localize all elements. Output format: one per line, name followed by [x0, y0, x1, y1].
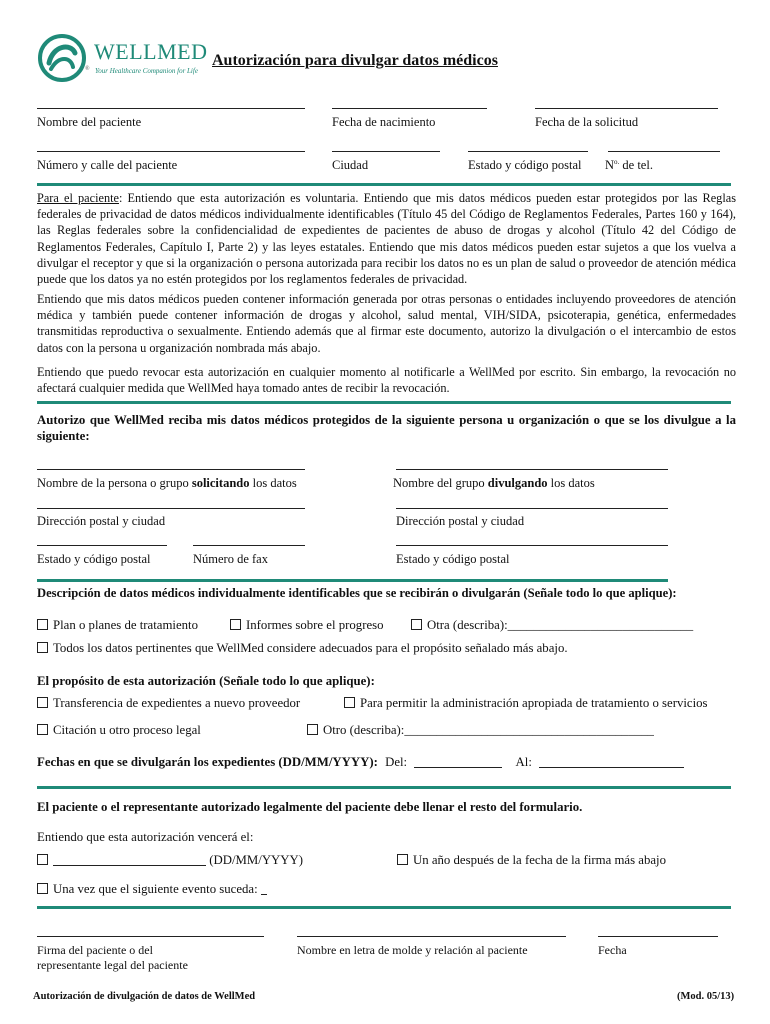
dob-line[interactable] [332, 108, 487, 109]
rest-heading: El paciente o el representante autorizado legalmente del paciente debe llenar el resto del formulario. [37, 800, 583, 814]
divider [37, 579, 668, 582]
city-label: Ciudad [332, 158, 369, 172]
signature-label: Firma del paciente o del representante legal del paciente [37, 943, 188, 972]
requester-state-label: Estado y código postal [37, 552, 151, 566]
checkbox[interactable] [397, 854, 408, 865]
checkbox[interactable] [37, 619, 48, 630]
wellmed-swirl-icon [37, 33, 87, 83]
authorize-heading: Autorizo que WellMed reciba mis datos médicos protegidos de la siguiente persona u organización o que se los divulgue a la siguiente: [37, 413, 736, 444]
checkbox[interactable] [344, 697, 355, 708]
sign-date-label: Fecha [598, 943, 627, 957]
from-label: Del: [385, 755, 408, 769]
from-date-field[interactable] [414, 756, 502, 768]
paragraph-content: Entiendo que mis datos médicos pueden contener información generada por otras personas o entidades incluyendo proveedores de atención médica y también puede contener información de drogas y alcohol, salud mental, VIH/SIDA, psicoterapia, genética, enfermedades transmitidas reproductiva o sexualmente. Entiendo además que al firmar este documento, autorizo la divulgación o el intercambio de estos datos con la persona u organización nombrada más abajo. [37, 292, 736, 355]
option-event[interactable]: Una vez que el siguiente evento suceda: [37, 882, 267, 897]
option-expire-date[interactable]: (DD/MM/YYYY) [37, 853, 303, 868]
patient-name-line[interactable] [37, 108, 305, 109]
checkbox[interactable] [37, 697, 48, 708]
request-date-label: Fecha de la solicitud [535, 115, 639, 129]
option-other-purpose[interactable]: Otro (describa):_______________________________________ [307, 723, 654, 738]
option-legal[interactable]: Citación u otro proceso legal [37, 723, 201, 738]
to-date-field[interactable] [539, 756, 684, 768]
logo-registered: ® [85, 66, 90, 72]
phone-line[interactable] [608, 151, 720, 152]
option-progress-reports[interactable]: Informes sobre el progreso [230, 618, 384, 633]
requester-name-line[interactable] [37, 469, 305, 470]
fax-label: Número de fax [193, 552, 268, 566]
discloser-name-label: Nombre del grupo divulgando los datos [393, 476, 595, 490]
to-label: Al: [515, 755, 532, 769]
option-all-data[interactable]: Todos los datos pertinentes que WellMed considere adecuados para el propósito señalado más abajo. [37, 641, 568, 656]
checkbox[interactable] [37, 854, 48, 865]
city-line[interactable] [332, 151, 440, 152]
street-line[interactable] [37, 151, 305, 152]
footer-version: (Mod. 05/13) [677, 991, 735, 1002]
paragraph-revoke: Entiendo que puedo revocar esta autorización en cualquier momento al notificarle a WellMed por escrito. Sin embargo, la revocación no afectará cualquier medida que WellMed haya tomado antes de recibir la revocación. [37, 365, 736, 396]
print-name-label: Nombre en letra de molde y relación al paciente [297, 943, 528, 957]
checkbox[interactable] [411, 619, 422, 630]
requester-address-line[interactable] [37, 508, 305, 509]
state-zip-label: Estado y código postal [468, 158, 582, 172]
footer-title: Autorización de divulgación de datos de WellMed [33, 991, 256, 1002]
option-other-data[interactable]: Otra (describa):_____________________________ [411, 618, 693, 633]
purpose-heading: El propósito de esta autorización (Señale todo lo que aplique): [37, 674, 375, 688]
discloser-state-label: Estado y código postal [396, 552, 510, 566]
option-transfer[interactable]: Transferencia de expedientes a nuevo proveedor [37, 696, 300, 711]
dates-label: Fechas en que se divulgarán los expedientes (DD/MM/YYYY): [37, 755, 378, 769]
expire-intro: Entiendo que esta autorización vencerá el: [37, 830, 254, 844]
phone-label: $N^{o.}$ de tel. [605, 158, 653, 173]
logo-tagline: Your Healthcare Companion for Life [95, 67, 198, 75]
requester-name-label: Nombre de la persona o grupo solicitando los datos [37, 476, 297, 490]
divider [37, 401, 731, 404]
paragraph-voluntary: Para el paciente: Entiendo que esta autorización es voluntaria. Entiendo que mis datos médicos pueden estar protegidos por las Reglas federales de privacidad de datos médicos individualmente identificables (Título 45 del Código de Reglamentos Federales, Partes 160 y 164), las Reglas federales sobre la confidencialidad de expedientes de pacientes de abuso de drogas y alcohol (Título 42 del Código de Reglamentos Federales, Capítulo I, Parte 2) y las leyes estatales. Entiendo que mis datos médicos pueden estar sujetos a que los vuelva a divulgar el receptor y que si la organización o persona autorizada para recibir los datos no es un plan de salud o proveedor de atención médica puede que los datos ya no estén protegidos por los reglamentos federales de privacidad. [37, 191, 736, 287]
divider [37, 183, 731, 186]
signature-line[interactable] [37, 936, 264, 937]
description-heading: Descripción de datos médicos individualmente identificables que se recibirán o divulgarán (Señale todo lo que aplique): [37, 586, 677, 600]
discloser-state-line[interactable] [396, 545, 668, 546]
checkbox[interactable] [307, 724, 318, 735]
state-zip-line[interactable] [468, 151, 588, 152]
expire-date-field[interactable] [53, 854, 206, 866]
page-title: Autorización para divulgar datos médicos [212, 52, 498, 69]
dates-row [37, 755, 684, 770]
request-date-line[interactable] [535, 108, 718, 109]
checkbox[interactable] [37, 724, 48, 735]
event-field[interactable] [261, 883, 267, 895]
option-treatment-plan[interactable]: Plan o planes de tratamiento [37, 618, 198, 633]
requester-address-label: Dirección postal y ciudad [37, 514, 166, 528]
discloser-address-label: Dirección postal y ciudad [396, 514, 525, 528]
checkbox[interactable] [37, 883, 48, 894]
dob-label: Fecha de nacimiento [332, 115, 436, 129]
option-admin[interactable]: Para permitir la administración apropiada de tratamiento o servicios [344, 696, 708, 711]
logo-wordmark: WELLMED [94, 39, 208, 64]
requester-state-line[interactable] [37, 545, 167, 546]
divider [37, 906, 731, 909]
sign-date-line[interactable] [598, 936, 718, 937]
discloser-address-line[interactable] [396, 508, 668, 509]
patient-name-label: Nombre del paciente [37, 115, 142, 129]
print-name-line[interactable] [297, 936, 566, 937]
checkbox[interactable] [37, 642, 48, 653]
fax-line[interactable] [193, 545, 305, 546]
divider [37, 786, 731, 789]
discloser-name-line[interactable] [396, 469, 668, 470]
street-label: Número y calle del paciente [37, 158, 178, 172]
option-one-year[interactable]: Un año después de la fecha de la firma más abajo [397, 853, 666, 868]
checkbox[interactable] [230, 619, 241, 630]
